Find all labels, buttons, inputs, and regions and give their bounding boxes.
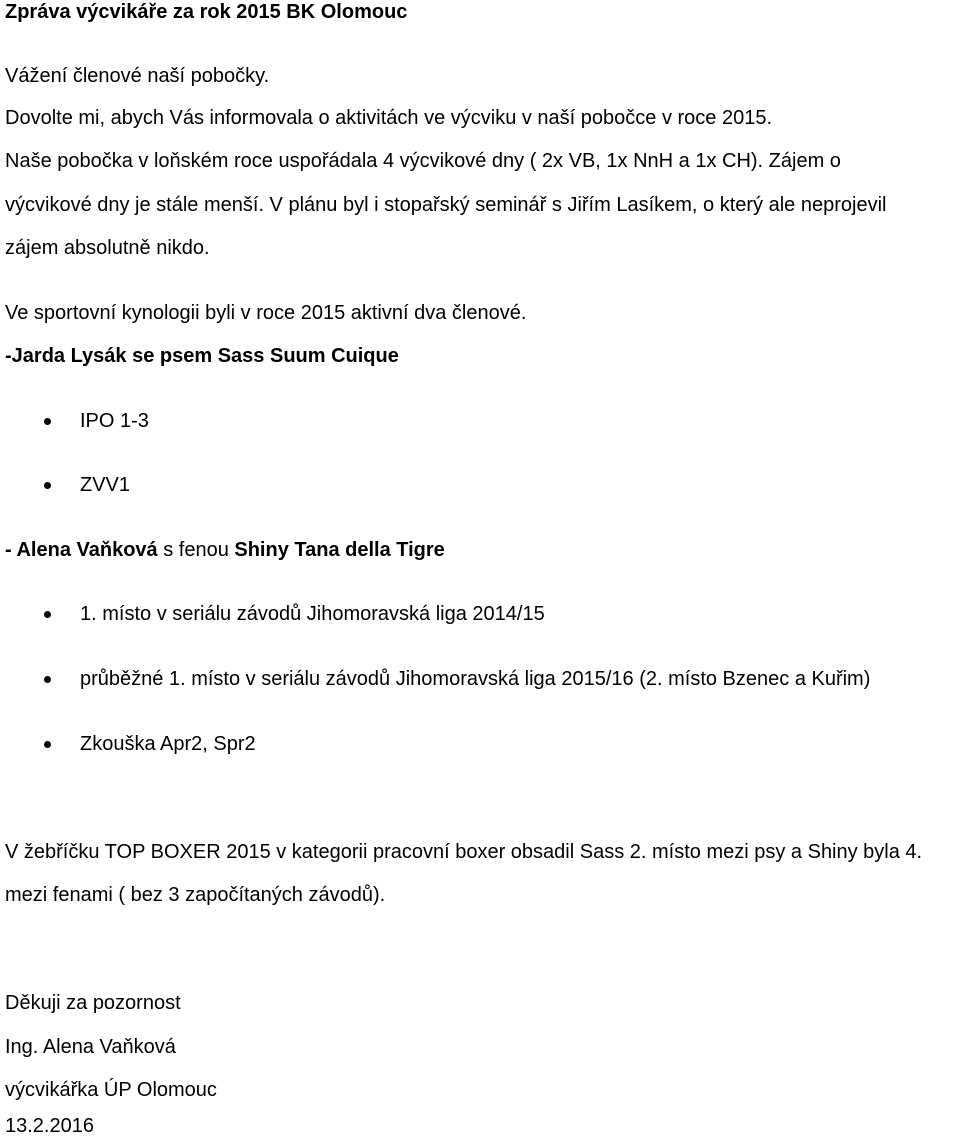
ranking-line-2: mezi fenami ( bez 3 započítaných závodů).	[5, 884, 386, 906]
bullet-icon	[44, 482, 51, 489]
list-item-text: průběžné 1. místo v seriálu závodů Jihomoravská liga 2015/16 (2. místo Bzenec a Kuřim)	[80, 668, 871, 690]
closing-thanks: Děkuji za pozornost	[5, 992, 181, 1014]
closing-role: výcvikářka ÚP Olomouc	[5, 1079, 217, 1101]
list-item-text: 1. místo v seriálu závodů Jihomoravská liga 2014/15	[80, 603, 545, 625]
intro-line-1: Dovolte mi, abych Vás informovala o aktivitách ve výcviku v naší pobočce v roce 2015.	[5, 107, 773, 129]
member2-name: - Alena Vaňková	[5, 539, 158, 561]
bullet-icon	[44, 741, 51, 748]
member2-dog: Shiny Tana della Tigre	[234, 539, 445, 561]
bullet-icon	[44, 418, 51, 425]
list-item-text: Zkouška Apr2, Spr2	[80, 733, 256, 755]
greeting: Vážení členové naší pobočky.	[5, 65, 270, 87]
bullet-icon	[44, 611, 51, 618]
member2-connector: s fenou	[157, 539, 235, 561]
ranking-line-1: V žebříčku TOP BOXER 2015 v kategorii pracovní boxer obsadil Sass 2. místo mezi psy a Shiny byla 4.	[5, 841, 923, 863]
document-title: Zpráva výcvikáře za rok 2015 BK Olomouc	[5, 1, 408, 23]
member2-heading	[5, 538, 445, 562]
member1-heading: -Jarda Lysák se psem Sass Suum Cuique	[5, 345, 399, 367]
closing-date: 13.2.2016	[5, 1115, 94, 1137]
sport-intro: Ve sportovní kynologii byli v roce 2015 aktivní dva členové.	[5, 302, 527, 324]
intro-line-3: výcvikové dny je stále menší. V plánu byl i stopařský seminář s Jiřím Lasíkem, o který ale neprojevil	[5, 194, 887, 216]
bullet-icon	[44, 676, 51, 683]
intro-line-2: Naše pobočka v loňském roce uspořádala 4 výcvikové dny ( 2x VB, 1x NnH a 1x CH). Zájem o	[5, 150, 841, 172]
closing-name: Ing. Alena Vaňková	[5, 1036, 176, 1058]
list-item-text: ZVV1	[80, 474, 131, 496]
intro-line-4: zájem absolutně nikdo.	[5, 237, 210, 259]
list-item-text: IPO 1-3	[80, 410, 149, 432]
